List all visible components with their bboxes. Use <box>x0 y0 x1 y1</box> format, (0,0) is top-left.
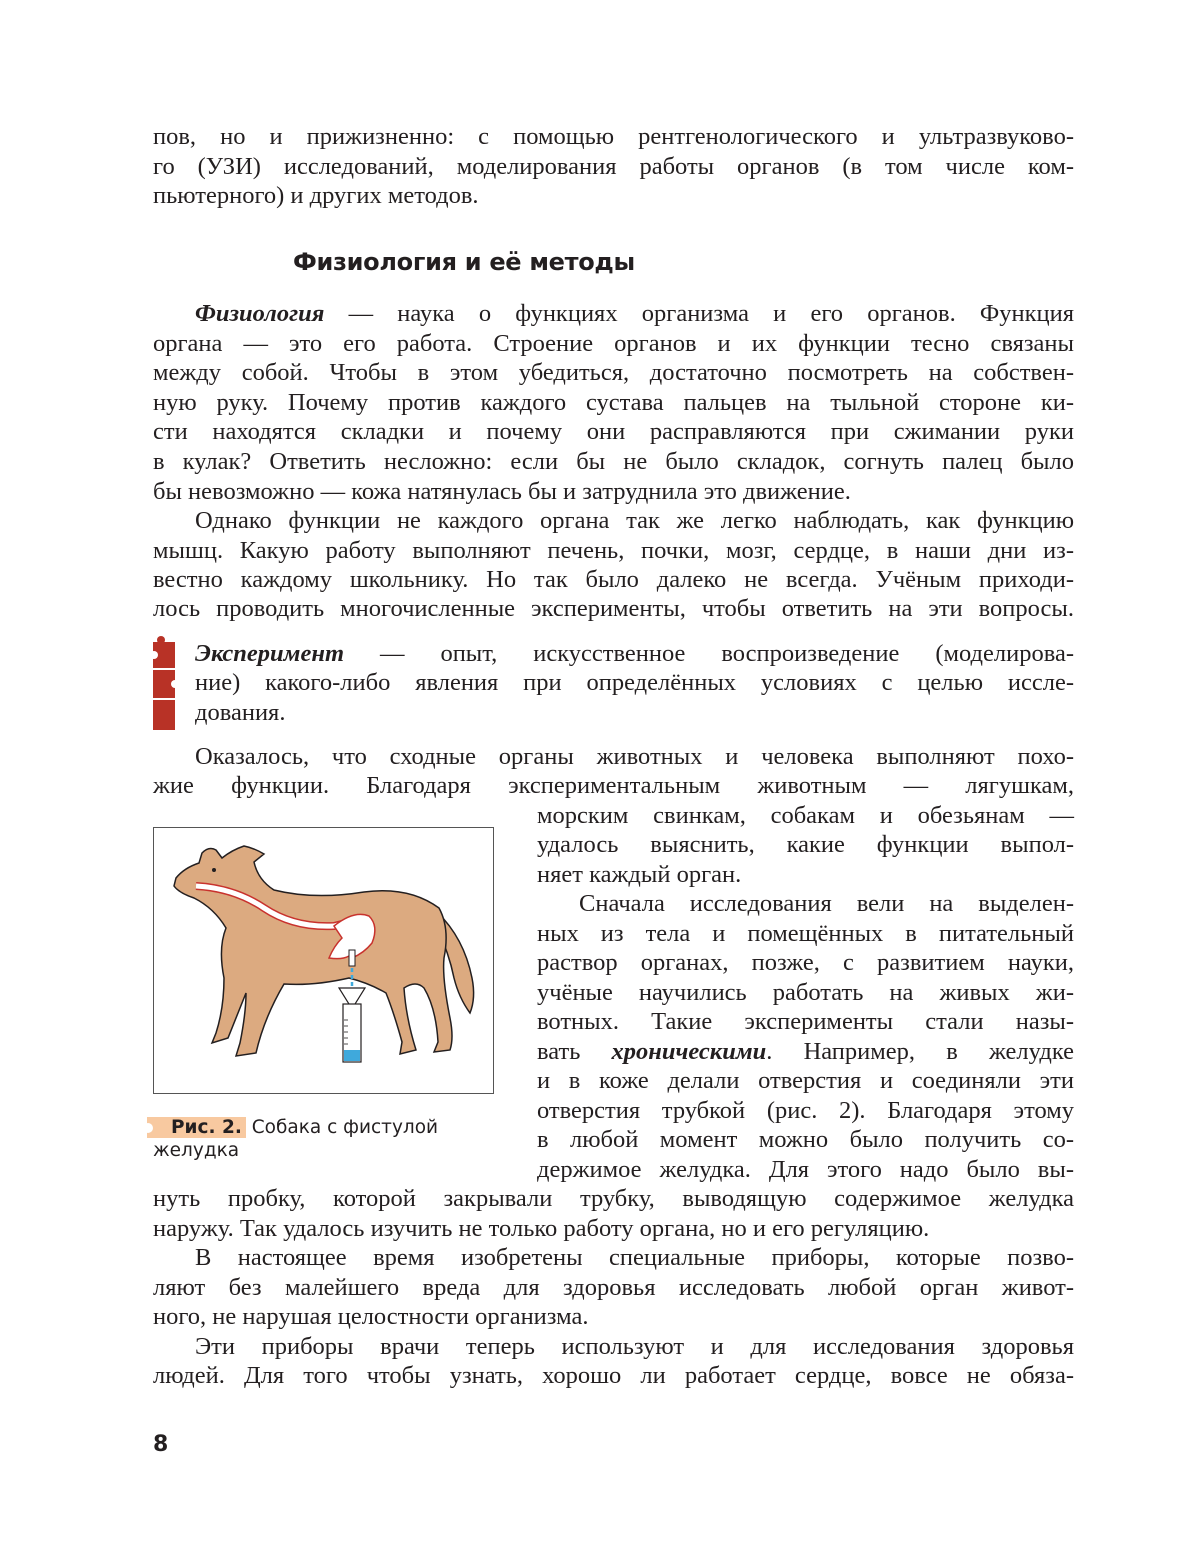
paragraph-line: удалось выяснить, какие функции выпол- <box>537 831 1074 858</box>
paragraph-line: и в коже делали отверстия и соединяли эти <box>537 1067 1074 1094</box>
definition-line: дования. <box>195 699 286 726</box>
paragraph-line: вотных. Такие эксперименты стали назы- <box>537 1008 1074 1035</box>
definition-line: ние) какого-либо явления при определённых условиях с целью иссле- <box>195 669 1074 696</box>
definition-line: Эксперимент — опыт, искусственное воспроизведение (моделирова- <box>195 640 1074 667</box>
dog-illustration-icon <box>154 828 492 1092</box>
paragraph-line: ного, не нарушая целостности организма. <box>153 1303 589 1330</box>
paragraph-line: В настоящее время изобретены специальные приборы, которые позво- <box>195 1244 1074 1271</box>
paragraph-line: нуть пробку, которой закрывали трубку, выводящую содержимое желудка <box>153 1185 1074 1212</box>
paragraph-line: лось проводить многочисленные эксперименты, чтобы ответить на эти вопросы. <box>153 595 1074 622</box>
paragraph-line: вать хроническими. Например, в желудке <box>537 1038 1074 1065</box>
intro-line: го (УЗИ) исследований, моделирования работы органов (в том числе ком- <box>153 153 1074 180</box>
paragraph-line: Оказалось, что сходные органы животных и человека выполняют похо- <box>195 743 1074 770</box>
term-chronic: хроническими <box>611 1038 767 1065</box>
paragraph-line: раствор органах, позже, с развитием науки, <box>537 949 1074 976</box>
term-experiment: Эксперимент <box>195 640 344 667</box>
figure-dog-fistula <box>153 827 494 1094</box>
paragraph-line: бы невозможно — кожа натянулась бы и затруднила это движение. <box>153 478 851 505</box>
paragraph-line: жие функции. Благодаря экспериментальным животным — лягушкам, <box>153 772 1074 799</box>
paragraph-line: ляют без малейшего вреда для здоровья исследовать любой орган живот- <box>153 1274 1074 1301</box>
paragraph-line: Однако функции не каждого органа так же легко наблюдать, как функцию <box>195 507 1074 534</box>
paragraph-line: вестно каждому школьнику. Но так было далеко не всегда. Учёным приходи- <box>153 566 1074 593</box>
paragraph-line: учёные научились работать на живых жи- <box>537 979 1074 1006</box>
paragraph-line: морским свинкам, собакам и обезьянам — <box>537 802 1074 829</box>
intro-line: пьютерного) и других методов. <box>153 182 479 209</box>
section-heading: Физиология и её методы <box>293 248 635 276</box>
figure-caption: Рис. 2. Собака с фистулой желудка <box>153 1116 438 1162</box>
paragraph-line: держимое желудка. Для этого надо было вы- <box>537 1156 1074 1183</box>
paragraph-line: людей. Для того чтобы узнать, хорошо ли работает сердце, вовсе не обяза- <box>153 1362 1074 1389</box>
caption-dot-icon <box>143 1123 153 1133</box>
figure-label: Рис. 2. <box>147 1117 246 1138</box>
term-physiology: Физиология <box>195 300 325 327</box>
paragraph-line: между собой. Чтобы в этом убедиться, достаточно посмотреть на собствен- <box>153 359 1074 386</box>
page-number: 8 <box>153 1432 169 1457</box>
paragraph-line: Эти приборы врачи теперь используют и для исследования здоровья <box>195 1333 1074 1360</box>
paragraph-line: ных из тела и помещённых в питательный <box>537 920 1074 947</box>
paragraph-line: Сначала исследования вели на выделен- <box>579 890 1074 917</box>
paragraph-line: отверстия трубкой (рис. 2). Благодаря этому <box>537 1097 1074 1124</box>
paragraph-line: мышц. Какую работу выполняют печень, почки, мозг, сердце, в наши дни из- <box>153 537 1074 564</box>
paragraph-line: няет каждый орган. <box>537 861 742 888</box>
paragraph-line: наружу. Так удалось изучить не только работу органа, но и его регуляцию. <box>153 1215 930 1242</box>
paragraph-line: органа — это его работа. Строение органов и их функции тесно связаны <box>153 330 1074 357</box>
paragraph-line: сти находятся складки и почему они расправляются при сжимании руки <box>153 418 1074 445</box>
intro-line: пов, но и прижизненно: с помощью рентгенологического и ультразвуково- <box>153 123 1074 150</box>
paragraph-line: в любой момент можно было получить со- <box>537 1126 1074 1153</box>
paragraph-line: Физиология — наука о функциях организма и его органов. Функция <box>195 300 1074 327</box>
paragraph-line: ную руку. Почему против каждого сустава пальцев на тыльной стороне ки- <box>153 389 1074 416</box>
paragraph-line: в кулак? Ответить несложно: если бы не было складок, согнуть палец было <box>153 448 1074 475</box>
